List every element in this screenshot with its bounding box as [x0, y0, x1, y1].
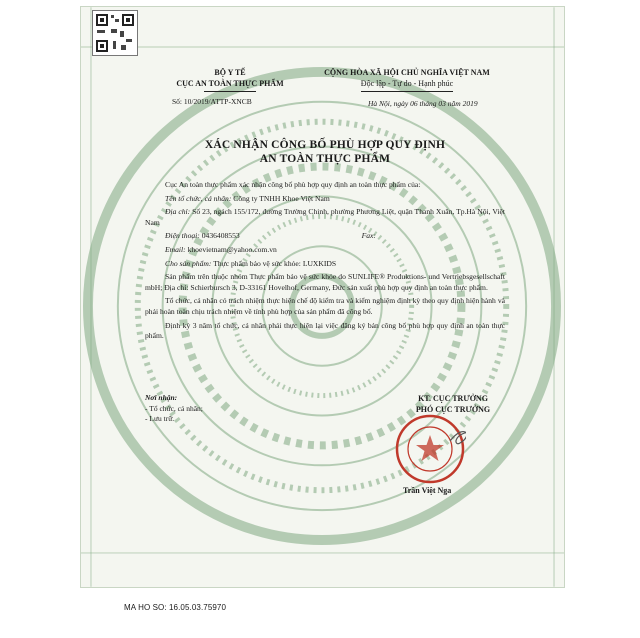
title-line-1: XÁC NHẬN CÔNG BỐ PHÙ HỢP QUY ĐỊNH — [204, 139, 446, 151]
recipients-label: Nơi nhận: — [145, 393, 178, 402]
recipient-item: - Tổ chức, cá nhân; — [145, 403, 203, 413]
signatory-line-2: PHÓ CỤC TRƯỞNG — [415, 405, 491, 414]
email-value: khoevietnam@yahoo.com.vn — [187, 244, 277, 254]
republic-header — [322, 67, 492, 92]
document-number: Số: 10/2019/ATTP-XNCB — [172, 97, 252, 106]
issuer-header — [170, 67, 290, 92]
title-line-2: AN TOÀN THỰC PHẨM — [259, 153, 391, 165]
org-value: Công ty TNHH Khoe Việt Nam — [233, 193, 330, 203]
email-row — [145, 245, 505, 256]
paragraph-renewal: Định kỳ 3 năm tổ chức, cá nhân phải thực hiện lại việc đăng ký bản công bố phù hợp quy định an toàn thực phẩm. — [145, 320, 505, 341]
motto-underline — [361, 91, 453, 92]
paragraph-manufacturer: Sản phẩm trên thuộc nhóm Thực phẩm bảo vệ sức khỏe do SUNLIFE® Produktions- und Vertriebsgesellschaft mbH; Địa chỉ: Schierbursch 3, D-33161 Hovelhof, Germany, Đức sản xuất phù hợp quy định an toàn thực phẩm. — [145, 272, 505, 292]
product-row — [145, 259, 505, 270]
signatory-name: Trần Việt Nga — [403, 486, 452, 495]
national-motto: Độc lập - Tự do - Hạnh phúc — [360, 79, 454, 88]
phone-label: Điện thoại: — [165, 231, 200, 241]
header-underline — [204, 91, 256, 92]
email-label: Email: — [165, 244, 186, 254]
official-seal-icon — [394, 413, 466, 485]
certificate-body — [145, 180, 505, 345]
paragraph-responsibility: Tổ chức, cá nhân có trách nhiệm thực hiện chế độ kiểm tra và kiểm nghiệm định kỳ theo quy định hiện hành và phải hoàn toàn chịu trách nhiệm về tính phù hợp của sản phẩm đã công bố. — [145, 296, 505, 316]
recipient-item: - Lưu trữ. — [145, 414, 175, 423]
department-name: CỤC AN TOÀN THỰC PHẨM — [176, 79, 284, 88]
qr-code — [92, 10, 138, 56]
fax-label: Fax: — [361, 231, 376, 241]
ministry-name: BỘ Y TẾ — [214, 68, 246, 77]
dossier-code: MA HO SO: 16.05.03.75970 — [124, 603, 227, 612]
signatory-title — [388, 393, 518, 415]
recipients-block — [145, 393, 203, 425]
address-value: Số 23, ngách 155/172, đường Trường Chinh, phường Phương Liệt, quận Thanh Xuân, Tp.Hà Nội, Việt Nam — [145, 207, 505, 227]
document-title — [150, 138, 500, 166]
product-value: Thực phẩm bảo vệ sức khỏe: LUXKIDS — [213, 258, 337, 268]
signatory-line-1: KT. CỤC TRƯỞNG — [418, 394, 488, 403]
phone-value: 0436408553 — [201, 231, 240, 241]
product-label: Cho sản phẩm: — [165, 258, 212, 268]
org-label: Tên tổ chức, cá nhân: — [165, 193, 232, 203]
org-row — [145, 194, 505, 205]
address-label: Địa chỉ: — [165, 207, 191, 217]
intro-text: Cục An toàn thực phẩm xác nhận công bố phù hợp quy định an toàn thực phẩm của: — [165, 180, 421, 189]
issue-date: Hà Nội, ngày 06 tháng 03 năm 2019 — [368, 99, 478, 108]
phone-row — [145, 231, 505, 242]
republic-name: CỘNG HÒA XÃ HỘI CHỦ NGHĨA VIỆT NAM — [324, 68, 490, 77]
address-row — [145, 207, 505, 228]
